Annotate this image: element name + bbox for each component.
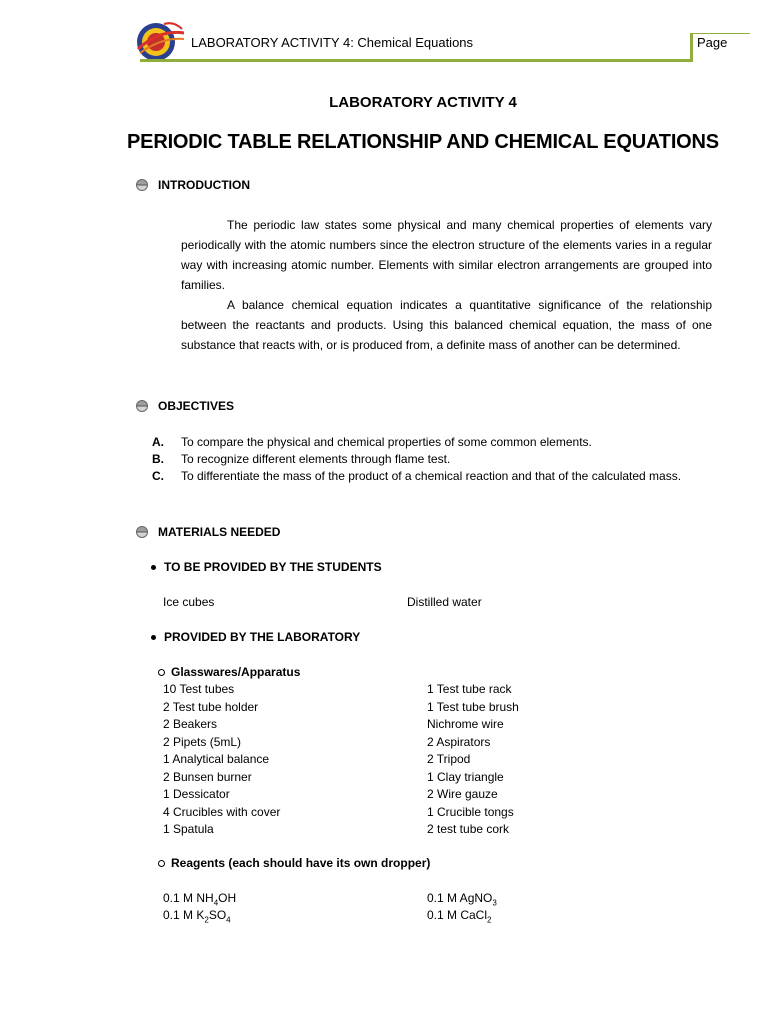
student-item: Ice cubes: [163, 595, 215, 609]
introduction-paragraph-1: The periodic law states some physical and many chemical properties of elements vary periodically with the atomic numbers since the electron structure of the elements varies in a regular way with increasing atomic number. Elements with similar electron arrangements are grouped into families.: [181, 218, 712, 292]
circle-bullet-icon: [158, 669, 165, 676]
lab-bullet: [151, 630, 360, 644]
bullet-dot-icon: [151, 635, 156, 640]
glassware-item: 1 Analytical balance: [163, 752, 270, 766]
objective-text: To recognize different elements through flame test.: [181, 452, 451, 466]
objectives-list: [152, 434, 692, 485]
section-bullet-icon: [136, 400, 148, 412]
header-rule: [140, 59, 691, 62]
glassware-item: 2 Tripod: [427, 752, 471, 766]
objective-item: [152, 468, 692, 485]
glassware-item: 2 Wire gauze: [427, 787, 498, 801]
glassware-subheading: [158, 665, 300, 679]
reagent-k2so4: 0.1 M $K_2SO_4$: [163, 908, 231, 925]
glassware-item: 2 test tube cork: [427, 822, 510, 836]
section-introduction: [136, 178, 250, 192]
glassware-item: 1 Test tube brush: [427, 699, 519, 714]
glassware-item: 4 Crucibles with cover: [163, 804, 281, 819]
glassware-item: 1 Dessicator: [163, 787, 230, 801]
glassware-item: Nichrome wire: [427, 717, 504, 731]
glassware-item: 1 Clay triangle: [427, 769, 504, 784]
materials-heading: MATERIALS NEEDED: [158, 525, 281, 539]
activity-title: LABORATORY ACTIVITY 4: [329, 94, 517, 111]
section-objectives: [136, 399, 234, 413]
glassware-right-list: [427, 681, 519, 839]
glassware-item: 2 Bunsen burner: [163, 769, 252, 784]
glassware-item: 2 Test tube holder: [163, 699, 259, 714]
glassware-item: 2 Beakers: [163, 717, 218, 731]
section-bullet-icon: [136, 179, 148, 191]
page-label: Page: [697, 35, 728, 50]
glassware-item: 1 Spatula: [163, 822, 214, 836]
objective-item: [152, 451, 692, 468]
glassware-heading: Glasswares/Apparatus: [171, 665, 301, 679]
objective-text: To compare the physical and chemical properties of some common elements.: [181, 435, 592, 449]
glassware-item: 2 Aspirators: [427, 734, 491, 749]
glassware-left-list: [163, 681, 280, 839]
reagent-agno3: 0.1 M AgNO$_3$: [427, 891, 497, 908]
objective-item: [152, 434, 692, 451]
objective-text: To differentiate the mass of the product of a chemical reaction and that of the calculated mass.: [181, 469, 682, 483]
introduction-paragraph-2: A balance chemical equation indicates a quantitative significance of the relationship between the reactants and products. Using this balanced chemical equation, the mass of one substance that reacts with, or is produced from, a definite mass of another can be determined.: [181, 298, 712, 352]
lab-heading: PROVIDED BY THE LABORATORY: [164, 630, 361, 644]
main-title: PERIODIC TABLE RELATIONSHIP AND CHEMICAL EQUATIONS: [127, 131, 719, 153]
school-logo: [134, 19, 186, 63]
objective-letter: B.: [152, 452, 164, 466]
students-bullet: [151, 560, 382, 574]
section-materials: [136, 525, 280, 539]
section-bullet-icon: [136, 526, 148, 538]
glassware-item: 2 Pipets (5mL): [163, 734, 242, 749]
reagents-subheading: [158, 856, 430, 870]
students-heading: TO BE PROVIDED BY THE STUDENTS: [164, 560, 382, 574]
glassware-item: 1 Test tube rack: [427, 682, 512, 696]
header-title: LABORATORY ACTIVITY 4: Chemical Equations: [191, 35, 474, 50]
reagent-nh4oh: 0.1 M $NH_4OH$: [163, 891, 237, 908]
reagent-cacl2: 0.1 M CaCl$_2$: [427, 908, 492, 925]
page-box-divider: [690, 33, 693, 62]
objectives-heading: OBJECTIVES: [158, 399, 235, 413]
circle-bullet-icon: [158, 860, 165, 867]
glassware-item: 1 Crucible tongs: [427, 804, 514, 819]
introduction-heading: INTRODUCTION: [158, 178, 250, 192]
bullet-dot-icon: [151, 565, 156, 570]
objective-letter: A.: [152, 435, 164, 449]
glassware-item: 10 Test tubes: [163, 682, 235, 696]
objective-letter: C.: [152, 469, 164, 483]
reagents-heading: Reagents (each should have its own dropper): [171, 856, 431, 870]
student-item: Distilled water: [407, 595, 482, 609]
